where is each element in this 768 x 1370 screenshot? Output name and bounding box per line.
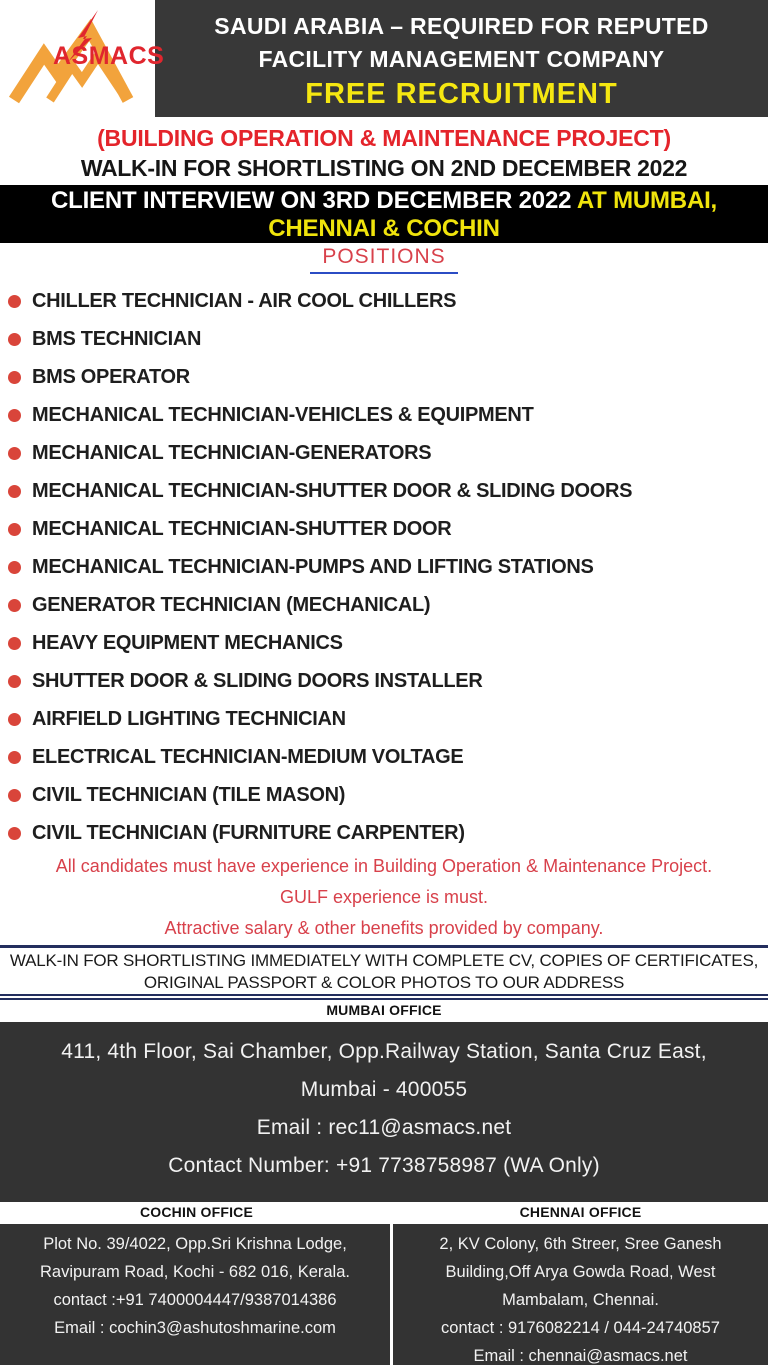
- bullet-icon: [8, 637, 21, 650]
- position-label: BMS TECHNICIAN: [32, 327, 202, 350]
- interview-banner: [0, 185, 768, 243]
- position-row: [8, 510, 768, 548]
- header-title-box: [155, 0, 768, 117]
- positions-title: POSITIONS: [310, 243, 457, 274]
- brand-name: ASMACS: [53, 42, 165, 70]
- chennai-office-line: 2, KV Colony, 6th Streer, Sree Ganesh: [439, 1235, 722, 1253]
- bullet-icon: [8, 675, 21, 688]
- mumbai-office-line: Mumbai - 400055: [300, 1078, 468, 1101]
- subheader: [0, 117, 768, 185]
- position-row: [8, 700, 768, 738]
- position-label: SHUTTER DOOR & SLIDING DOORS INSTALLER: [32, 669, 483, 692]
- bullet-icon: [8, 789, 21, 802]
- chennai-office-box: [393, 1224, 768, 1365]
- bottom-office-boxes: [0, 1224, 768, 1365]
- mumbai-office-line: Contact Number: +91 7738758987 (WA Only): [168, 1154, 600, 1177]
- bullet-icon: [8, 523, 21, 536]
- cochin-office-line: contact :+91 7400004447/9387014386: [53, 1291, 337, 1309]
- walkin-instructions: [0, 945, 768, 998]
- position-row: [8, 662, 768, 700]
- position-row: [8, 472, 768, 510]
- position-label: MECHANICAL TECHNICIAN-VEHICLES & EQUIPMENT: [32, 403, 534, 426]
- bullet-icon: [8, 599, 21, 612]
- bullet-icon: [8, 447, 21, 460]
- position-label: ELECTRICAL TECHNICIAN-MEDIUM VOLTAGE: [32, 745, 464, 768]
- bullet-icon: [8, 295, 21, 308]
- candidate-notes: [0, 848, 768, 945]
- position-label: MECHANICAL TECHNICIAN-SHUTTER DOOR & SLIDING DOORS: [32, 479, 633, 502]
- cochin-office-line: Email : cochin3@ashutoshmarine.com: [54, 1319, 336, 1337]
- chennai-office-line: Building,Off Arya Gowda Road, West: [445, 1263, 716, 1281]
- position-row: [8, 548, 768, 586]
- position-label: AIRFIELD LIGHTING TECHNICIAN: [32, 707, 346, 730]
- position-row: [8, 624, 768, 662]
- note-line-3: Attractive salary & other benefits provided by company.: [164, 918, 604, 938]
- bottom-office-headers: [0, 1202, 768, 1224]
- bullet-icon: [8, 333, 21, 346]
- position-label: CHILLER TECHNICIAN - AIR COOL CHILLERS: [32, 289, 457, 312]
- bullet-icon: [8, 827, 21, 840]
- position-row: [8, 358, 768, 396]
- free-recruitment-text: FREE RECRUITMENT: [305, 78, 618, 110]
- positions-title-wrap: [0, 243, 768, 278]
- header-line-2: FACILITY MANAGEMENT COMPANY: [258, 46, 665, 72]
- mumbai-office-line: 411, 4th Floor, Sai Chamber, Opp.Railway Station, Santa Cruz East,: [61, 1040, 707, 1063]
- mumbai-office-line: Email : rec11@asmacs.net: [256, 1116, 512, 1139]
- cochin-office-label: COCHIN OFFICE: [139, 1204, 254, 1220]
- position-label: CIVIL TECHNICIAN (TILE MASON): [32, 783, 346, 806]
- instruction-line-2: ORIGINAL PASSPORT & COLOR PHOTOS TO OUR ADDRESS: [143, 973, 625, 992]
- interview-city-line2: CHENNAI & COCHIN: [268, 215, 500, 242]
- position-label: BMS OPERATOR: [32, 365, 190, 388]
- bullet-icon: [8, 561, 21, 574]
- chennai-office-line: Mambalam, Chennai.: [502, 1291, 659, 1309]
- position-row: [8, 396, 768, 434]
- bullet-icon: [8, 371, 21, 384]
- position-row: [8, 320, 768, 358]
- project-title: (BUILDING OPERATION & MAINTENANCE PROJECT): [97, 125, 671, 151]
- bullet-icon: [8, 485, 21, 498]
- header-line-1: SAUDI ARABIA – REQUIRED FOR REPUTED: [214, 13, 709, 39]
- position-row: [8, 282, 768, 320]
- position-row: [8, 738, 768, 776]
- position-label: MECHANICAL TECHNICIAN-SHUTTER DOOR: [32, 517, 452, 540]
- bullet-icon: [8, 751, 21, 764]
- cochin-office-box: [0, 1224, 393, 1365]
- bullet-icon: [8, 409, 21, 422]
- position-label: MECHANICAL TECHNICIAN-GENERATORS: [32, 441, 432, 464]
- position-row: [8, 776, 768, 814]
- shortlisting-date: WALK-IN FOR SHORTLISTING ON 2ND DECEMBER 2022: [80, 155, 688, 181]
- position-label: GENERATOR TECHNICIAN (MECHANICAL): [32, 593, 431, 616]
- position-label: MECHANICAL TECHNICIAN-PUMPS AND LIFTING STATIONS: [32, 555, 594, 578]
- position-row: [8, 814, 768, 852]
- cochin-office-line: Plot No. 39/4022, Opp.Sri Krishna Lodge,: [43, 1235, 347, 1253]
- chennai-office-line: Email : chennai@asmacs.net: [473, 1347, 688, 1365]
- mumbai-office-label: MUMBAI OFFICE: [326, 1002, 442, 1018]
- position-row: [8, 586, 768, 624]
- positions-list: [0, 278, 768, 848]
- mumbai-office-box: [0, 1022, 768, 1202]
- interview-date-text: CLIENT INTERVIEW ON 3RD DECEMBER 2022: [50, 187, 577, 214]
- interview-city-inline: AT MUMBAI,: [576, 187, 718, 214]
- chennai-office-line: contact : 9176082214 / 044-24740857: [441, 1319, 720, 1337]
- header: [0, 0, 768, 117]
- note-line-1: All candidates must have experience in Building Operation & Maintenance Project.: [55, 856, 713, 876]
- asmacs-logo: [0, 0, 165, 117]
- instruction-line-1: WALK-IN FOR SHORTLISTING IMMEDIATELY WITH COMPLETE CV, COPIES OF CERTIFICATES,: [9, 951, 759, 970]
- cochin-office-line: Ravipuram Road, Kochi - 682 016, Kerala.: [39, 1263, 350, 1281]
- position-label: CIVIL TECHNICIAN (FURNITURE CARPENTER): [32, 821, 465, 844]
- position-row: [8, 434, 768, 472]
- position-label: HEAVY EQUIPMENT MECHANICS: [32, 631, 343, 654]
- bullet-icon: [8, 713, 21, 726]
- note-line-2: GULF experience is must.: [279, 887, 489, 907]
- chennai-office-label: CHENNAI OFFICE: [519, 1204, 642, 1220]
